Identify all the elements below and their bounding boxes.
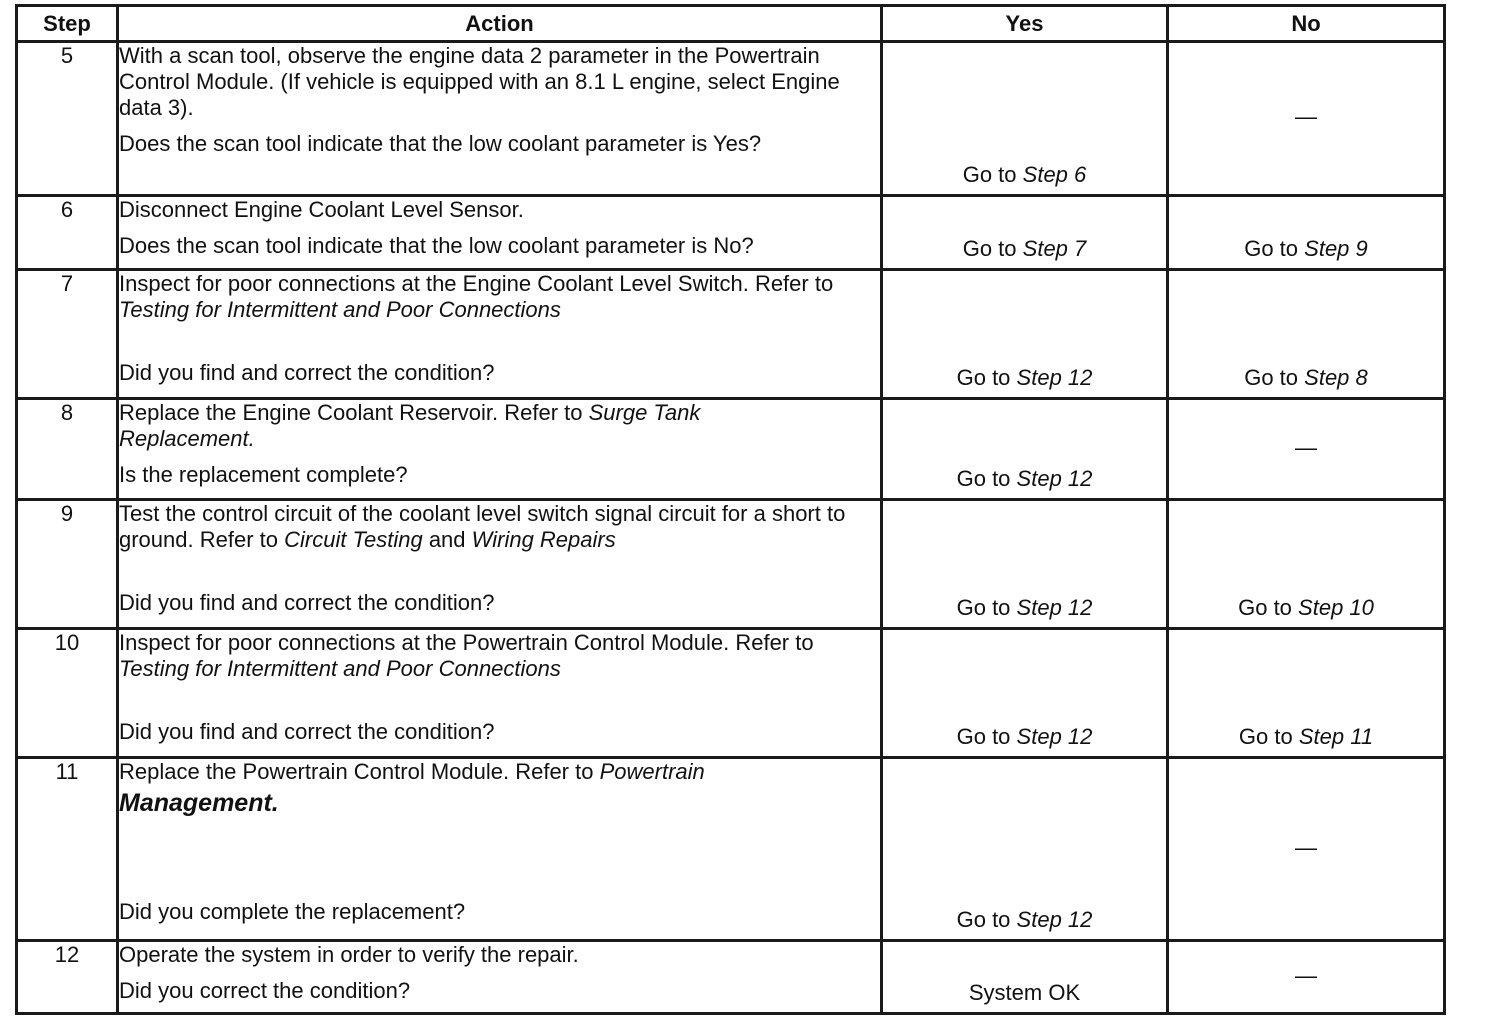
yes-cell bbox=[882, 758, 1168, 941]
question-text: Does the scan tool indicate that the low coolant parameter is No? bbox=[119, 233, 754, 258]
action-text: Disconnect Engine Coolant Level Sensor. bbox=[119, 197, 524, 222]
table-row bbox=[17, 758, 1445, 941]
no-cell bbox=[1168, 629, 1445, 758]
yes-cell bbox=[882, 629, 1168, 758]
header-yes: Yes bbox=[882, 6, 1168, 42]
step-number: 5 bbox=[17, 42, 118, 196]
action-text: Operate the system in order to verify the repair. bbox=[119, 942, 579, 967]
action-reference[interactable]: Surge Tank Replacement. bbox=[119, 400, 701, 451]
yes-cell bbox=[882, 399, 1168, 500]
action-reference[interactable]: Testing for Intermittent and Poor Connections bbox=[119, 297, 561, 322]
no-step-link[interactable]: Step 10 bbox=[1298, 595, 1374, 620]
table-row bbox=[17, 941, 1445, 1014]
action-conjunction: and bbox=[428, 527, 466, 552]
question-text: Is the replacement complete? bbox=[119, 462, 408, 487]
yes-prefix: Go to bbox=[956, 365, 1011, 390]
diagnostic-table bbox=[15, 4, 1446, 1015]
yes-prefix: Go to bbox=[962, 162, 1017, 187]
yes-step-link[interactable]: Step 7 bbox=[1022, 236, 1087, 261]
action-cell bbox=[118, 500, 882, 629]
action-text: With a scan tool, observe the engine data 2 parameter in the Powertrain Control Module. (If vehicle is equipped with an 8.1 L engine, select Engine data 3). bbox=[119, 43, 840, 120]
step-number: 12 bbox=[17, 941, 118, 1014]
yes-prefix: Go to bbox=[962, 236, 1017, 261]
action-text: Inspect for poor connections at the Powertrain Control Module. Refer to bbox=[119, 630, 814, 655]
action-text: Inspect for poor connections at the Engine Coolant Level Switch. Refer to bbox=[119, 271, 834, 296]
yes-step-link[interactable]: Step 12 bbox=[1016, 907, 1093, 932]
yes-cell bbox=[882, 270, 1168, 399]
action-reference[interactable]: Circuit Testing bbox=[284, 527, 423, 552]
no-step-link[interactable]: Step 11 bbox=[1298, 724, 1374, 749]
no-prefix: Go to bbox=[1244, 365, 1299, 390]
no-cell bbox=[1168, 270, 1445, 399]
step-number: 7 bbox=[17, 270, 118, 399]
yes-step-link[interactable]: Step 12 bbox=[1016, 466, 1093, 491]
action-cell bbox=[118, 399, 882, 500]
yes-cell bbox=[882, 941, 1168, 1014]
yes-prefix: Go to bbox=[956, 724, 1011, 749]
action-cell bbox=[118, 270, 882, 399]
yes-cell bbox=[882, 196, 1168, 270]
yes-step-link[interactable]: Step 12 bbox=[1016, 595, 1093, 620]
step-number: 11 bbox=[17, 758, 118, 941]
no-cell bbox=[1168, 399, 1445, 500]
action-reference-bold[interactable]: Management. bbox=[119, 789, 279, 817]
no-dash: — bbox=[1295, 434, 1317, 460]
yes-result: System OK bbox=[968, 980, 1081, 1005]
action-reference[interactable]: Testing for Intermittent and Poor Connections bbox=[119, 656, 561, 681]
no-cell bbox=[1168, 42, 1445, 196]
table-row bbox=[17, 629, 1445, 758]
question-text: Did you complete the replacement? bbox=[119, 899, 466, 924]
yes-prefix: Go to bbox=[956, 595, 1011, 620]
yes-step-link[interactable]: Step 12 bbox=[1016, 724, 1093, 749]
question-text: Does the scan tool indicate that the low coolant parameter is Yes? bbox=[119, 131, 762, 156]
header-row bbox=[17, 6, 1445, 42]
action-text: Replace the Engine Coolant Reservoir. Refer to bbox=[119, 400, 583, 425]
header-no: No bbox=[1168, 6, 1445, 42]
yes-cell bbox=[882, 42, 1168, 196]
yes-prefix: Go to bbox=[956, 466, 1011, 491]
question-text: Did you find and correct the condition? bbox=[119, 360, 495, 385]
no-dash: — bbox=[1295, 834, 1317, 860]
no-prefix: Go to bbox=[1238, 595, 1292, 620]
action-cell bbox=[118, 758, 882, 941]
no-step-link[interactable]: Step 8 bbox=[1304, 365, 1368, 390]
step-number: 6 bbox=[17, 196, 118, 270]
no-cell bbox=[1168, 500, 1445, 629]
no-cell bbox=[1168, 941, 1445, 1014]
table-row bbox=[17, 399, 1445, 500]
action-text: Replace the Powertrain Control Module. Refer to bbox=[119, 759, 594, 784]
step-number: 9 bbox=[17, 500, 118, 629]
table-row bbox=[17, 196, 1445, 270]
no-prefix: Go to bbox=[1244, 236, 1299, 261]
no-dash: — bbox=[1295, 962, 1317, 988]
yes-cell bbox=[882, 500, 1168, 629]
table-row bbox=[17, 270, 1445, 399]
action-reference[interactable]: Powertrain bbox=[599, 759, 705, 784]
no-prefix: Go to bbox=[1238, 724, 1293, 749]
action-text: Test the control circuit of the coolant level switch signal circuit for a short to ground. Refer to bbox=[119, 501, 846, 552]
no-dash: — bbox=[1295, 104, 1317, 129]
no-cell bbox=[1168, 196, 1445, 270]
question-text: Did you find and correct the condition? bbox=[119, 719, 495, 744]
step-number: 8 bbox=[17, 399, 118, 500]
action-cell bbox=[118, 196, 882, 270]
header-action: Action bbox=[118, 6, 882, 42]
question-text: Did you find and correct the condition? bbox=[119, 590, 495, 615]
action-reference[interactable]: Wiring Repairs bbox=[471, 527, 616, 552]
yes-step-link[interactable]: Step 12 bbox=[1016, 365, 1093, 390]
yes-prefix: Go to bbox=[956, 907, 1011, 932]
question-text: Did you correct the condition? bbox=[119, 978, 411, 1003]
action-cell bbox=[118, 42, 882, 196]
table-row bbox=[17, 500, 1445, 629]
action-cell bbox=[118, 629, 882, 758]
yes-step-link[interactable]: Step 6 bbox=[1022, 162, 1087, 187]
table-row bbox=[17, 42, 1445, 196]
header-step: Step bbox=[17, 6, 118, 42]
no-step-link[interactable]: Step 9 bbox=[1304, 236, 1368, 261]
step-number: 10 bbox=[17, 629, 118, 758]
action-cell bbox=[118, 941, 882, 1014]
no-cell bbox=[1168, 758, 1445, 941]
